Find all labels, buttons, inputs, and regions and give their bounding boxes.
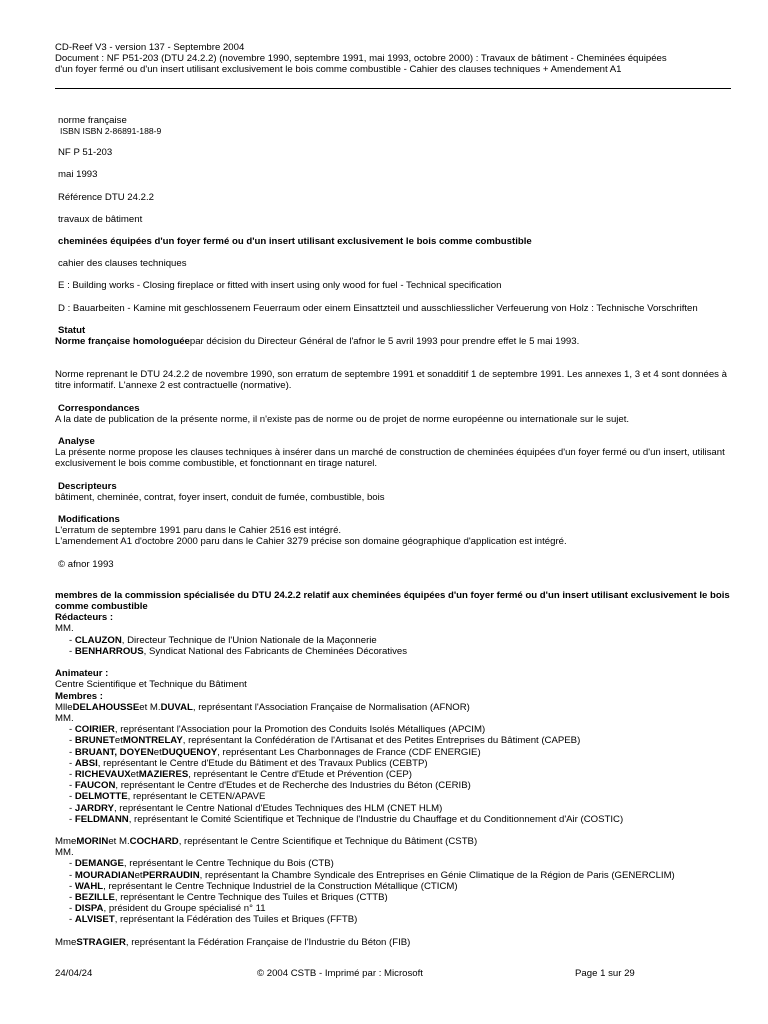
mme-name-2: COCHARD	[129, 835, 179, 847]
mme-et: et M.	[108, 835, 130, 847]
member-name: BRUNET	[74, 735, 115, 747]
dtu-reference: Référence DTU 24.2.2	[58, 191, 154, 203]
member-role: , président du Groupe spécialisé n° 11	[103, 903, 266, 915]
member-row	[55, 758, 731, 769]
mlle-et: et M.	[139, 701, 161, 713]
redacteurs-list	[55, 635, 731, 657]
copyright-text: © afnor 1993	[58, 558, 114, 570]
member-role: , représentant le Centre Technique Industriel de la Construction Métallique (CTICM)	[103, 880, 458, 892]
document-body	[55, 115, 731, 948]
member-role: , représentant Les Charbonnages de France (CDF ENERGIE)	[217, 746, 481, 758]
member-row	[55, 892, 731, 903]
list-dash: -	[69, 891, 75, 903]
member-row	[55, 870, 731, 881]
analyse-text: La présente norme propose les clauses techniques à insérer dans un marché de construction de cheminées équipées d'un foyer fermé ou d'un insert, utilisant exclusivement le bois comme combustible, et fonctionnant en tirage naturel.	[55, 447, 725, 470]
member-name: COIRIER	[74, 724, 115, 736]
member-et: et	[134, 869, 143, 881]
travaux-label: travaux de bâtiment	[58, 213, 143, 225]
member-name: ALVISET	[74, 914, 115, 926]
list-dash: -	[69, 791, 75, 803]
list-dash: -	[69, 724, 75, 736]
animateur-text: Centre Scientifique et Technique du Bâtiment	[55, 679, 247, 691]
correspondances-text: A la date de publication de la présente norme, il n'existe pas de norme ou de projet de norme européenne ou internationale sur le sujet.	[55, 413, 630, 425]
statut-heading: Statut	[58, 324, 86, 336]
redacteurs-label: Rédacteurs :	[55, 612, 114, 624]
statut-paragraph: Norme reprenant le DTU 24.2.2 de novembre 1990, son erratum de septembre 1991 et sonadditif 1 de septembre 1991. Les annexes 1, 3 et 4 sont données à titre informatif. L'annexe 2 est contractuelle (normative).	[55, 369, 727, 392]
mlle-prefix: Mlle	[55, 701, 73, 713]
list-dash: -	[69, 858, 75, 870]
member-row	[55, 646, 731, 657]
modifications-line-1: L'erratum de septembre 1991 paru dans le Cahier 2516 est intégré.	[55, 525, 342, 537]
member-name-2: MAZIERES	[138, 768, 189, 780]
stragier-name: STRAGIER	[76, 936, 126, 948]
document-header	[55, 42, 735, 76]
header-line-3: d'un foyer fermé ou d'un insert utilisant exclusivement le bois comme combustible - Cahier des clauses techniques + Amendement A1	[55, 64, 622, 76]
member-name: RICHEVAUX	[74, 768, 131, 780]
footer-date: 24/04/24	[55, 968, 93, 979]
list-dash: -	[69, 869, 75, 881]
member-et: et	[130, 768, 139, 780]
member-role: , représentant la Fédération des Tuiles et Briques (FFTB)	[114, 914, 358, 926]
member-row	[55, 747, 731, 758]
member-et: et	[153, 746, 162, 758]
nf-reference: NF P 51-203	[58, 147, 113, 159]
statut-rest: par décision du Directeur Général de l'afnor le 5 avril 1993 pour prendre effet le 5 mai 1993.	[189, 336, 580, 348]
member-role: , représentant le Centre Technique du Bois (CTB)	[123, 858, 334, 870]
list-dash: -	[69, 757, 75, 769]
member-name: FAUCON	[74, 780, 116, 792]
mlle-text: , représentant l'Association Française de Normalisation (AFNOR)	[192, 701, 470, 713]
member-name: DELMOTTE	[74, 791, 128, 803]
member-role: , Syndicat National des Fabricants de Cheminées Décoratives	[143, 645, 408, 657]
header-line-2: Document : NF P51-203 (DTU 24.2.2) (novembre 1990, septembre 1991, mai 1993, octobre 2000) : Travaux de bâtiment - Cheminées équipées	[55, 53, 667, 65]
member-role: , représentant le Centre Technique des Tuiles et Briques (CTTB)	[114, 891, 388, 903]
member-name: JARDRY	[74, 802, 114, 814]
stragier-prefix: Mme	[55, 936, 77, 948]
member-role: , représentant le Comité Scientifique et Technique de l'Industrie du Chauffage et du Conditionnement d'Air (COSTIC)	[128, 813, 624, 825]
member-row	[55, 780, 731, 791]
member-role: , représentant la Chambre Syndicale des Entreprises en Génie Climatique de la Région de Paris (GENERCLIM)	[199, 869, 675, 881]
member-role: , représentant la Confédération de l'Artisanat et des Petites Entreprises du Bâtiment (CAPEB)	[182, 735, 581, 747]
member-row	[55, 769, 731, 780]
footer-center: © 2004 CSTB - Imprimé par : Microsoft	[257, 968, 423, 979]
list-dash: -	[69, 802, 75, 814]
membres-list-2	[55, 858, 731, 925]
member-row	[55, 735, 731, 746]
mm-label-3: MM.	[55, 847, 74, 859]
member-name: DEMANGE	[74, 858, 124, 870]
publication-date: mai 1993	[58, 169, 98, 181]
descripteurs-heading: Descripteurs	[58, 480, 117, 492]
member-name: BRUANT, DOYEN	[74, 746, 154, 758]
statut-text	[55, 336, 731, 347]
mm-label-1: MM.	[55, 623, 74, 635]
member-name: MOURADIAN	[74, 869, 135, 881]
mme-name: MORIN	[76, 835, 109, 847]
membres-label: Membres :	[55, 690, 103, 702]
list-dash: -	[69, 903, 75, 915]
analyse-heading: Analyse	[58, 436, 95, 448]
membres-list-1	[55, 724, 731, 825]
commission-title: membres de la commission spécialisée du DTU 24.2.2 relatif aux cheminées équipées d'un foyer fermé ou d'un insert utilisant exclusivement le bois comme combustible	[55, 589, 730, 613]
stragier-line	[55, 937, 731, 948]
member-row	[55, 635, 731, 646]
member-row	[55, 814, 731, 825]
animateur-label: Animateur :	[55, 668, 109, 680]
list-dash: -	[69, 645, 75, 657]
mlle-line	[55, 702, 731, 713]
member-name: BEZILLE	[74, 891, 115, 903]
document-title: cheminées équipées d'un foyer fermé ou d'un insert utilisant exclusivement le bois comme combustible	[58, 236, 532, 248]
german-title: D : Bauarbeiten - Kamine mit geschlossenem Feuerraum oder einem Einsattzteil und ausschliesslicher Verfeuerung von Holz : Technische Vorschriften	[58, 302, 698, 314]
member-et: et	[114, 735, 123, 747]
member-row	[55, 881, 731, 892]
member-name-2: MONTRELAY	[122, 735, 183, 747]
member-name: BENHARROUS	[74, 645, 144, 657]
member-role: , représentant le Centre National d'Etudes Techniques des HLM (CNET HLM)	[113, 802, 443, 814]
member-name-2: PERRAUDIN	[142, 869, 200, 881]
cahier-label: cahier des clauses techniques	[58, 258, 187, 270]
member-row	[55, 803, 731, 814]
list-dash: -	[69, 813, 75, 825]
member-row	[55, 858, 731, 869]
mme-text: , représentant le Centre Scientifique et Technique du Bâtiment (CSTB)	[178, 835, 478, 847]
list-dash: -	[69, 780, 75, 792]
stragier-text: , représentant la Fédération Française de l'Industrie du Béton (FIB)	[125, 936, 411, 948]
member-role: , représentant l'Association pour la Promotion des Conduits Isolés Métalliques (APCIM)	[114, 724, 486, 736]
list-dash: -	[69, 746, 75, 758]
list-dash: -	[69, 768, 75, 780]
statut-bold: Norme française homologuée	[55, 336, 190, 348]
mme-prefix: Mme	[55, 835, 77, 847]
norme-label: norme française	[58, 115, 127, 126]
page-footer	[55, 968, 645, 982]
member-name-2: DUQUENOY	[161, 746, 218, 758]
member-name: CLAUZON	[74, 634, 122, 646]
mm-label-2: MM.	[55, 712, 74, 724]
header-rule	[55, 88, 731, 89]
member-name: ABSI	[74, 757, 98, 769]
member-row	[55, 903, 731, 914]
member-role: , représentant le CETEN/APAVE	[127, 791, 266, 803]
list-dash: -	[69, 880, 75, 892]
modifications-line-2: L'amendement A1 d'octobre 2000 paru dans le Cahier 3279 précise son domaine géographique d'application est intégré.	[55, 536, 567, 548]
member-row	[55, 791, 731, 802]
member-row	[55, 724, 731, 735]
member-role: , représentant le Centre d'Etudes et de Recherche des Industries du Béton (CERIB)	[115, 780, 471, 792]
member-row	[55, 914, 731, 925]
member-role: , Directeur Technique de l'Union Nationale de la Maçonnerie	[121, 634, 377, 646]
member-role: , représentant le Centre d'Etude du Bâtiment et des Travaux Publics (CEBTP)	[97, 757, 428, 769]
footer-page-number: Page 1 sur 29	[575, 968, 635, 979]
correspondances-heading: Correspondances	[58, 402, 140, 414]
member-name: DISPA	[74, 903, 104, 915]
mme-line	[55, 836, 731, 847]
member-name: FELDMANN	[74, 813, 129, 825]
member-name: WAHL	[74, 880, 104, 892]
english-title: E : Building works - Closing fireplace or fitted with insert using only wood for fuel - Technical specification	[58, 280, 502, 292]
isbn-text: ISBN ISBN 2-86891-188-9	[60, 126, 162, 137]
header-line-1: CD-Reef V3 - version 137 - Septembre 2004	[55, 42, 245, 53]
descripteurs-text: bâtiment, cheminée, contrat, foyer insert, conduit de fumée, combustible, bois	[55, 491, 385, 503]
mlle-name: DELAHOUSSE	[72, 701, 140, 713]
mlle-name-2: DUVAL	[160, 701, 193, 713]
list-dash: -	[69, 914, 75, 926]
list-dash: -	[69, 735, 75, 747]
modifications-heading: Modifications	[58, 514, 120, 526]
list-dash: -	[69, 634, 75, 646]
member-role: , représentant le Centre d'Etude et Prévention (CEP)	[188, 768, 412, 780]
